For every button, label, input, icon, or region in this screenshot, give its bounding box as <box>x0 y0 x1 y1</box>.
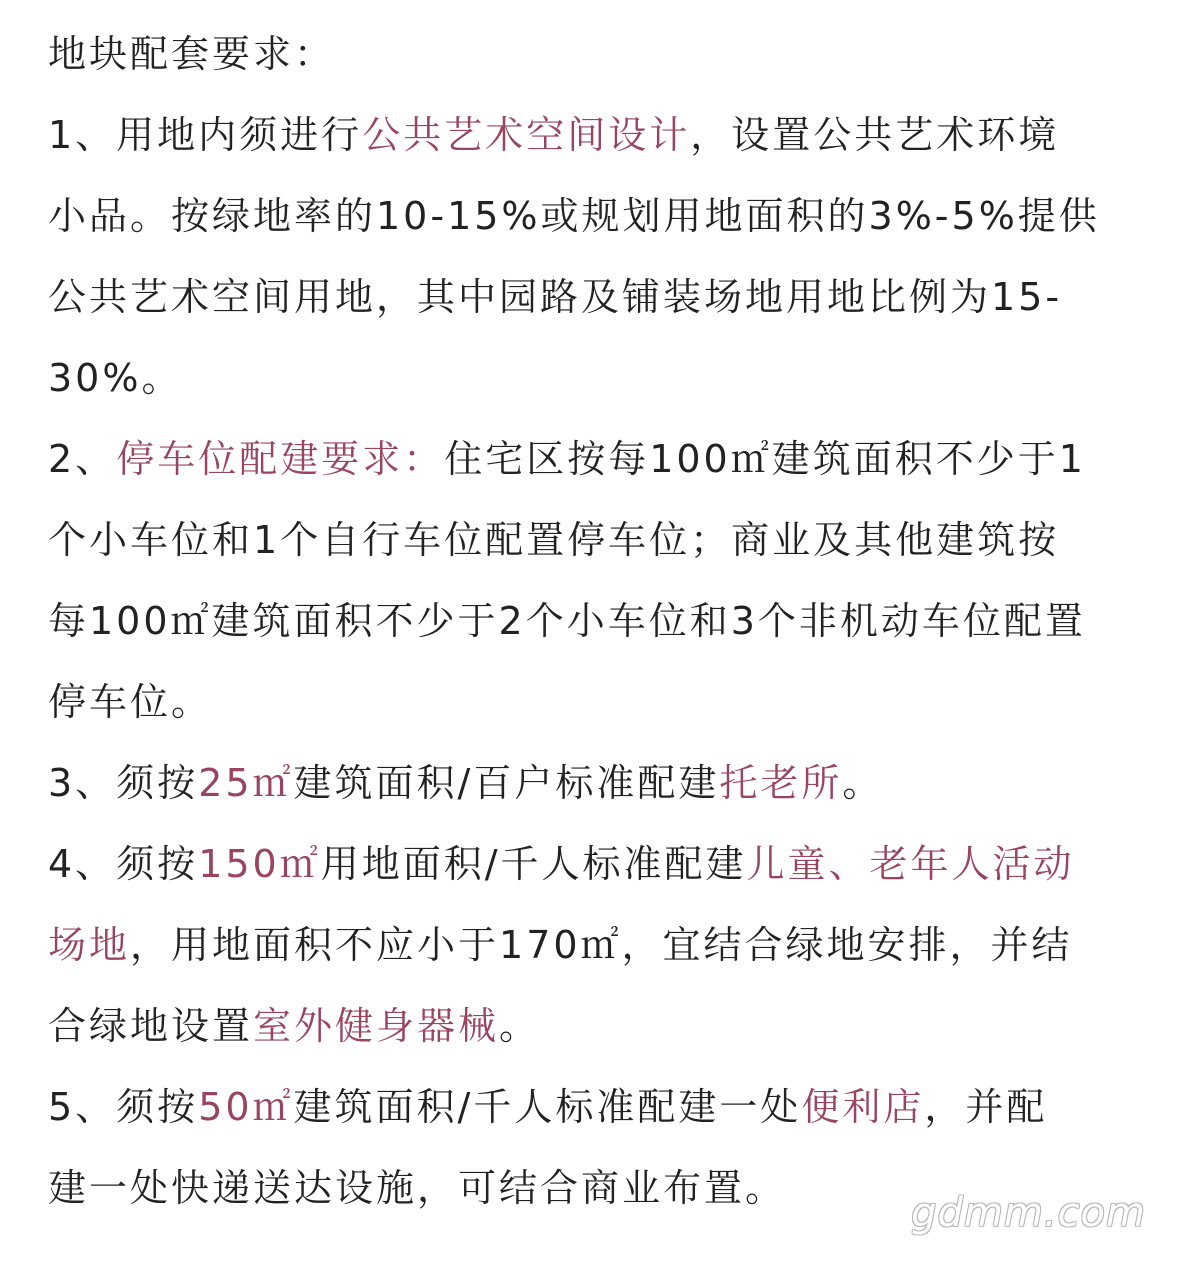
text-line <box>48 743 1148 824</box>
highlighted-text: 室外健身器械 <box>253 1004 500 1048</box>
highlighted-text: 公共艺术空间设计 <box>362 113 691 157</box>
body-text: 2、 <box>48 437 117 481</box>
body-text: ，并配 <box>924 1085 1048 1129</box>
highlighted-text: 50㎡ <box>198 1085 294 1129</box>
text-line <box>48 257 1148 338</box>
body-text: 用地面积/千人标准配建 <box>320 842 747 886</box>
text-line <box>48 905 1148 986</box>
highlighted-text: 托老所 <box>719 761 843 805</box>
body-text: 30%。 <box>48 356 183 400</box>
body-text: 合绿地设置 <box>48 1004 254 1048</box>
highlighted-text: 停车位配建要求： <box>116 437 445 481</box>
body-text: 地块配套要求： <box>48 32 336 76</box>
body-text: ，设置公共艺术环境 <box>690 113 1060 157</box>
text-line <box>48 176 1148 257</box>
document-body <box>48 14 1148 1229</box>
watermark: gdmm.com <box>911 1190 1146 1236</box>
body-text: 小品。按绿地率的10-15%或规划用地面积的3%-5%提供 <box>48 194 1100 238</box>
highlighted-text: 25㎡ <box>198 761 294 805</box>
body-text: 。 <box>842 761 884 805</box>
body-text: 1、用地内须进行 <box>48 113 363 157</box>
body-text: 住宅区按每100㎡建筑面积不少于1 <box>444 437 1086 481</box>
body-text: 每100㎡建筑面积不少于2个小车位和3个非机动车位配置 <box>48 599 1086 643</box>
highlighted-text: 儿童、老年人活动 <box>746 842 1075 886</box>
text-line <box>48 500 1148 581</box>
text-line <box>48 1067 1148 1148</box>
body-text: 5、须按 <box>48 1085 199 1129</box>
body-text: 建筑面积/千人标准配建一处 <box>293 1085 802 1129</box>
body-text: ，用地面积不应小于170㎡，宜结合绿地安排，并结 <box>130 923 1073 967</box>
text-line <box>48 338 1148 419</box>
text-line <box>48 986 1148 1067</box>
body-text: 建一处快递送达设施，可结合商业布置。 <box>48 1166 787 1210</box>
highlighted-text: 场地 <box>48 923 131 967</box>
body-text: 建筑面积/百户标准配建 <box>293 761 720 805</box>
text-line <box>48 824 1148 905</box>
highlighted-text: 便利店 <box>801 1085 925 1129</box>
body-text: 。 <box>499 1004 541 1048</box>
body-text: 停车位。 <box>48 680 213 724</box>
body-text: 4、须按 <box>48 842 199 886</box>
text-line <box>48 14 1148 95</box>
body-text: 公共艺术空间用地，其中园路及铺装场地用地比例为15- <box>48 275 1063 319</box>
highlighted-text: 150㎡ <box>198 842 321 886</box>
body-text: 3、须按 <box>48 761 199 805</box>
text-line <box>48 581 1148 662</box>
text-line <box>48 95 1148 176</box>
body-text: 个小车位和1个自行车位配置停车位；商业及其他建筑按 <box>48 518 1060 562</box>
text-line <box>48 662 1148 743</box>
text-line <box>48 419 1148 500</box>
